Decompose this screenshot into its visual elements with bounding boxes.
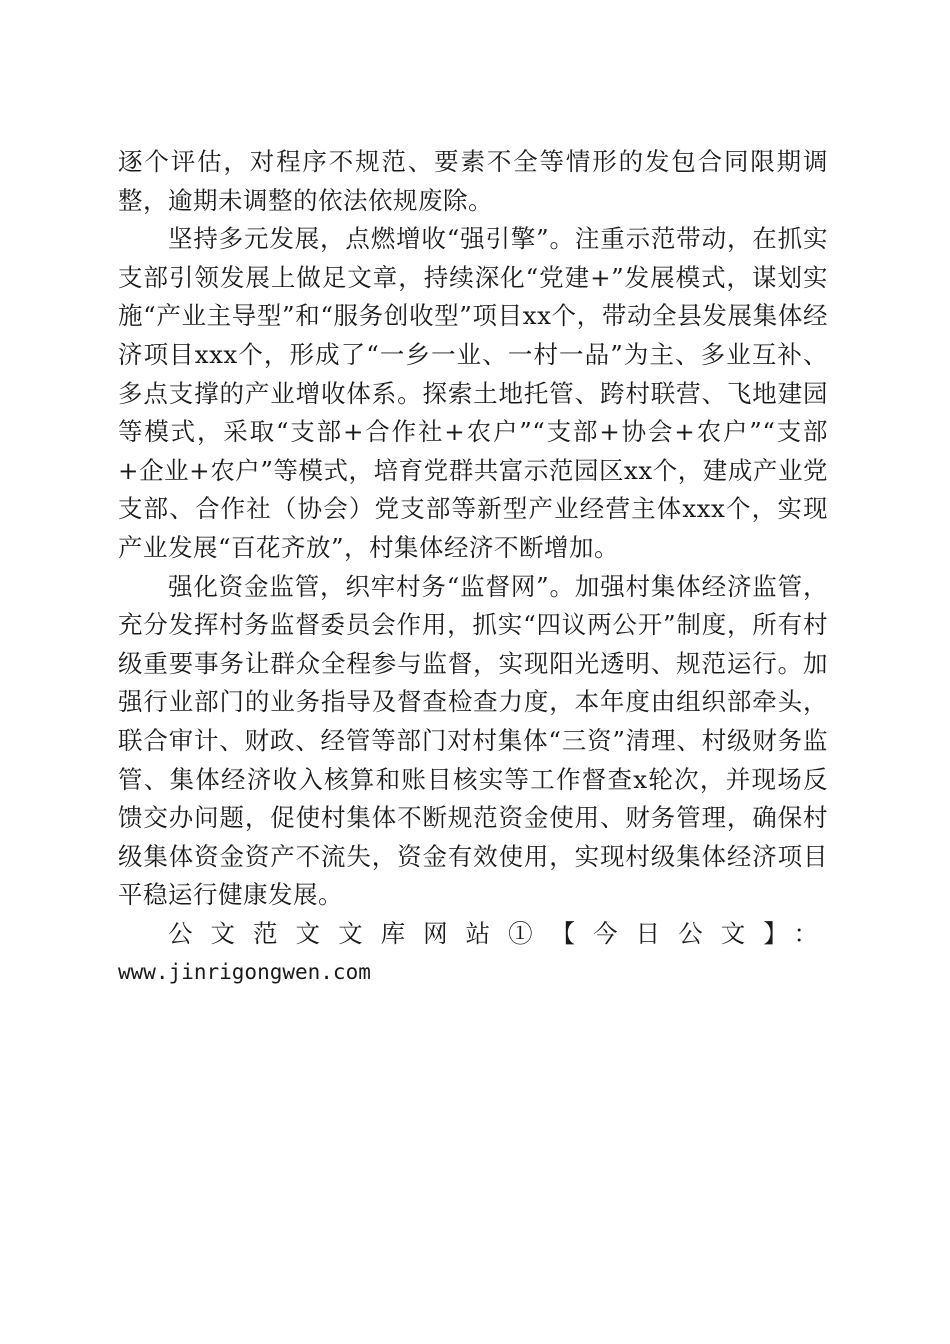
paragraph-1: 逐个评估，对程序不规范、要素不全等情形的发包合同限期调整，逾期未调整的依法依规废除。 bbox=[118, 147, 828, 215]
document-page bbox=[118, 143, 828, 992]
footer-url-link[interactable]: www.jinrigongwen.com bbox=[118, 960, 371, 985]
paragraph-3: 强化资金监管，织牢村务“监督网”。加强村集体经济监管，充分发挥村务监督委员会作用，抓实“四议两公开”制度，所有村级重要事务让群众全程参与监督，实现阳光透明、规范运行。加强行业部门的业务指导及督查检查力度，本年度由组织部牵头，联合审计、财政、经管等部门对村集体“三资”清理、村级财务监管、集体经济收入核算和账目核实等工作督查x轮次，并现场反馈交办问题，促使村集体不断规范资金使用、财务管理，确保村级集体资金资产不流失，资金有效使用，实现村级集体经济项目平稳运行健康发展。 bbox=[118, 571, 828, 910]
paragraph-2: 坚持多元发展，点燃增收“强引擎”。注重示范带动，在抓实支部引领发展上做足文章，持续深化“党建+”发展模式，谋划实施“产业主导型”和“服务创收型”项目xx个，带动全县发展集体经济项目xxx个，形成了“一乡一业、一村一品”为主、多业互补、多点支撑的产业增收体系。探索土地托管、跨村联营、飞地建园等模式，采取“支部+合作社+农户”“支部+协会+农户”“支部+企业+农户”等模式，培育党群共富示范园区xx个，建成产业党支部、合作社（协会）党支部等新型产业经营主体xxx个，实现产业发展“百花齐放”，村集体经济不断增加。 bbox=[118, 224, 828, 562]
footer-site-label: 公文范文文库网站①【今日公文】： bbox=[168, 918, 828, 948]
